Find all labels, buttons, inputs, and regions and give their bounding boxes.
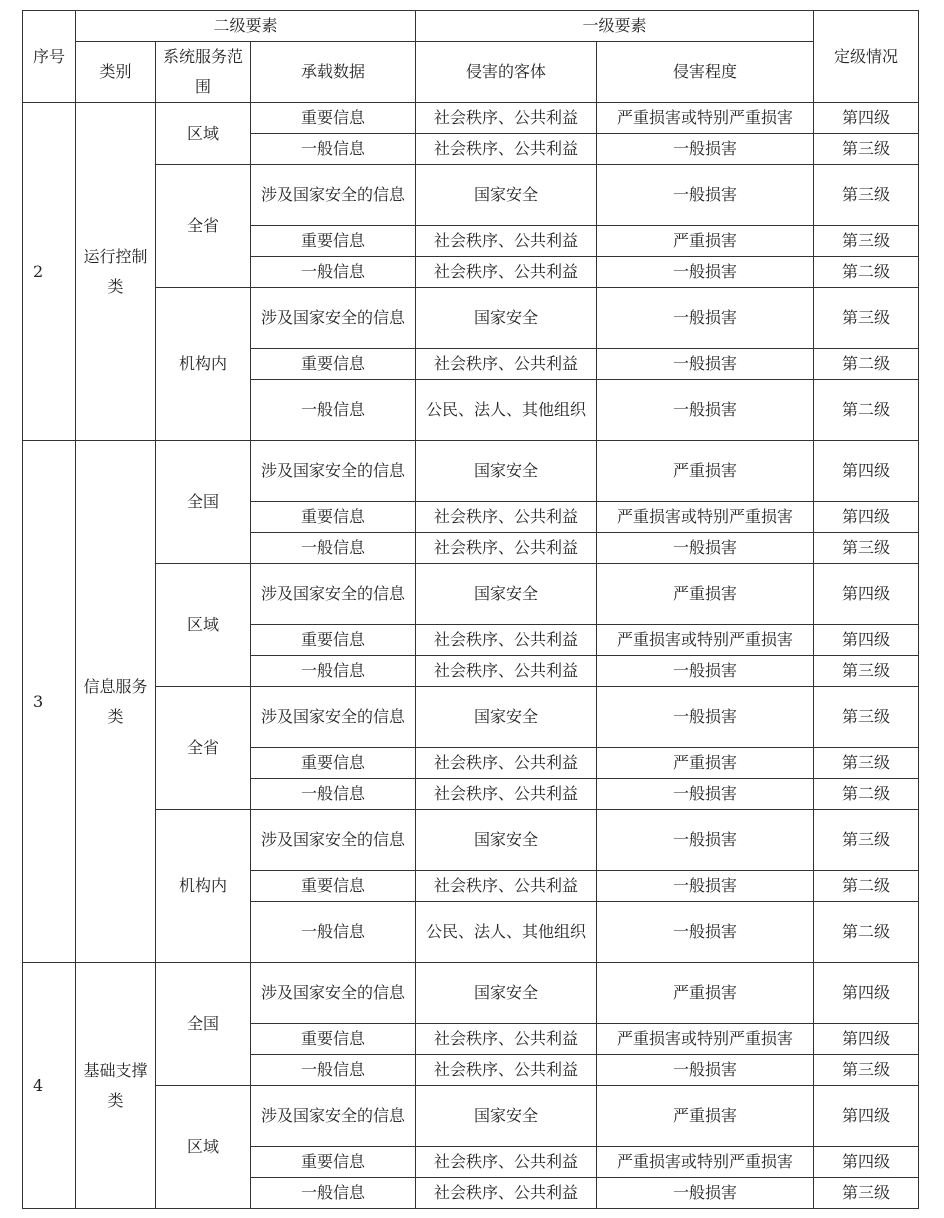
object-cell: 社会秩序、公共利益 <box>416 656 597 687</box>
rating-cell: 第二级 <box>814 779 919 810</box>
object-cell: 社会秩序、公共利益 <box>416 1055 597 1086</box>
data-cell: 重要信息 <box>251 1147 416 1178</box>
scope-cell: 全国 <box>156 963 251 1086</box>
degree-cell: 一般损害 <box>597 779 814 810</box>
degree-cell: 一般损害 <box>597 902 814 963</box>
data-cell: 涉及国家安全的信息 <box>251 687 416 748</box>
object-cell: 社会秩序、公共利益 <box>416 1024 597 1055</box>
table-row <box>23 1086 919 1147</box>
category-cell: 信息服务类 <box>76 441 156 963</box>
object-cell: 国家安全 <box>416 288 597 349</box>
header-rating: 定级情况 <box>814 11 919 103</box>
degree-cell: 一般损害 <box>597 1178 814 1209</box>
rating-cell: 第四级 <box>814 963 919 1024</box>
rating-cell: 第三级 <box>814 1055 919 1086</box>
rating-cell: 第三级 <box>814 1178 919 1209</box>
degree-cell: 一般损害 <box>597 1055 814 1086</box>
rating-cell: 第四级 <box>814 625 919 656</box>
rating-cell: 第四级 <box>814 502 919 533</box>
data-cell: 一般信息 <box>251 533 416 564</box>
rating-cell: 第二级 <box>814 380 919 441</box>
header-level1: 一级要素 <box>416 11 814 42</box>
object-cell: 社会秩序、公共利益 <box>416 748 597 779</box>
scope-cell: 全国 <box>156 441 251 564</box>
object-cell: 国家安全 <box>416 687 597 748</box>
rating-cell: 第三级 <box>814 226 919 257</box>
rating-cell: 第二级 <box>814 871 919 902</box>
header-category: 类别 <box>76 42 156 103</box>
object-cell: 国家安全 <box>416 810 597 871</box>
data-cell: 重要信息 <box>251 103 416 134</box>
rating-cell: 第三级 <box>814 165 919 226</box>
header-object: 侵害的客体 <box>416 42 597 103</box>
object-cell: 国家安全 <box>416 564 597 625</box>
rating-cell: 第四级 <box>814 441 919 502</box>
header-scope: 系统服务范围 <box>156 42 251 103</box>
header-row-top <box>23 11 919 42</box>
object-cell: 国家安全 <box>416 165 597 226</box>
scope-cell: 机构内 <box>156 810 251 963</box>
scope-cell: 区域 <box>156 1086 251 1209</box>
data-cell: 重要信息 <box>251 748 416 779</box>
data-cell: 重要信息 <box>251 349 416 380</box>
seq-cell: 4 <box>23 963 76 1209</box>
rating-cell: 第三级 <box>814 810 919 871</box>
object-cell: 国家安全 <box>416 1086 597 1147</box>
scope-cell: 全省 <box>156 165 251 288</box>
data-cell: 涉及国家安全的信息 <box>251 288 416 349</box>
rating-cell: 第三级 <box>814 748 919 779</box>
scope-cell: 全省 <box>156 687 251 810</box>
table-row <box>23 687 919 748</box>
data-cell: 涉及国家安全的信息 <box>251 165 416 226</box>
object-cell: 公民、法人、其他组织 <box>416 902 597 963</box>
data-cell: 一般信息 <box>251 1055 416 1086</box>
table-row <box>23 103 919 134</box>
degree-cell: 严重损害或特别严重损害 <box>597 1024 814 1055</box>
degree-cell: 一般损害 <box>597 380 814 441</box>
degree-cell: 一般损害 <box>597 349 814 380</box>
seq-cell: 3 <box>23 441 76 963</box>
header-level2: 二级要素 <box>76 11 416 42</box>
table-row <box>23 165 919 226</box>
data-cell: 涉及国家安全的信息 <box>251 810 416 871</box>
header-degree: 侵害程度 <box>597 42 814 103</box>
rating-cell: 第三级 <box>814 134 919 165</box>
degree-cell: 一般损害 <box>597 288 814 349</box>
rating-cell: 第三级 <box>814 533 919 564</box>
rating-cell: 第四级 <box>814 564 919 625</box>
rating-cell: 第四级 <box>814 1024 919 1055</box>
scope-cell: 机构内 <box>156 288 251 441</box>
object-cell: 社会秩序、公共利益 <box>416 1147 597 1178</box>
degree-cell: 一般损害 <box>597 533 814 564</box>
category-cell: 基础支撑类 <box>76 963 156 1209</box>
degree-cell: 一般损害 <box>597 257 814 288</box>
table-row <box>23 963 919 1024</box>
scope-cell: 区域 <box>156 564 251 687</box>
rating-cell: 第二级 <box>814 902 919 963</box>
data-cell: 一般信息 <box>251 656 416 687</box>
data-cell: 重要信息 <box>251 226 416 257</box>
header-seq: 序号 <box>23 11 76 103</box>
classification-table <box>22 10 919 1209</box>
header-row-bottom <box>23 42 919 103</box>
degree-cell: 严重损害 <box>597 564 814 625</box>
seq-cell: 2 <box>23 103 76 441</box>
rating-cell: 第四级 <box>814 1147 919 1178</box>
table-row <box>23 564 919 625</box>
scope-cell: 区域 <box>156 103 251 165</box>
object-cell: 公民、法人、其他组织 <box>416 380 597 441</box>
rating-cell: 第四级 <box>814 1086 919 1147</box>
degree-cell: 严重损害或特别严重损害 <box>597 502 814 533</box>
data-cell: 重要信息 <box>251 1024 416 1055</box>
degree-cell: 一般损害 <box>597 656 814 687</box>
rating-cell: 第三级 <box>814 288 919 349</box>
degree-cell: 一般损害 <box>597 134 814 165</box>
degree-cell: 严重损害或特别严重损害 <box>597 103 814 134</box>
data-cell: 涉及国家安全的信息 <box>251 1086 416 1147</box>
degree-cell: 一般损害 <box>597 871 814 902</box>
object-cell: 社会秩序、公共利益 <box>416 349 597 380</box>
degree-cell: 严重损害 <box>597 226 814 257</box>
data-cell: 一般信息 <box>251 257 416 288</box>
object-cell: 社会秩序、公共利益 <box>416 779 597 810</box>
degree-cell: 一般损害 <box>597 687 814 748</box>
object-cell: 社会秩序、公共利益 <box>416 134 597 165</box>
object-cell: 社会秩序、公共利益 <box>416 103 597 134</box>
rating-cell: 第三级 <box>814 656 919 687</box>
degree-cell: 严重损害或特别严重损害 <box>597 1147 814 1178</box>
degree-cell: 一般损害 <box>597 810 814 871</box>
header-data: 承载数据 <box>251 42 416 103</box>
object-cell: 国家安全 <box>416 963 597 1024</box>
data-cell: 涉及国家安全的信息 <box>251 564 416 625</box>
data-cell: 一般信息 <box>251 902 416 963</box>
object-cell: 社会秩序、公共利益 <box>416 1178 597 1209</box>
data-cell: 重要信息 <box>251 502 416 533</box>
degree-cell: 严重损害或特别严重损害 <box>597 625 814 656</box>
rating-cell: 第二级 <box>814 257 919 288</box>
object-cell: 社会秩序、公共利益 <box>416 257 597 288</box>
degree-cell: 严重损害 <box>597 1086 814 1147</box>
rating-cell: 第二级 <box>814 349 919 380</box>
data-cell: 一般信息 <box>251 380 416 441</box>
degree-cell: 严重损害 <box>597 748 814 779</box>
data-cell: 一般信息 <box>251 134 416 165</box>
degree-cell: 一般损害 <box>597 165 814 226</box>
data-cell: 一般信息 <box>251 1178 416 1209</box>
data-cell: 涉及国家安全的信息 <box>251 963 416 1024</box>
table-row <box>23 810 919 871</box>
rating-cell: 第四级 <box>814 103 919 134</box>
data-cell: 涉及国家安全的信息 <box>251 441 416 502</box>
data-cell: 重要信息 <box>251 625 416 656</box>
object-cell: 社会秩序、公共利益 <box>416 533 597 564</box>
table-row <box>23 288 919 349</box>
object-cell: 社会秩序、公共利益 <box>416 871 597 902</box>
object-cell: 社会秩序、公共利益 <box>416 625 597 656</box>
category-cell: 运行控制类 <box>76 103 156 441</box>
object-cell: 国家安全 <box>416 441 597 502</box>
table-row <box>23 441 919 502</box>
data-cell: 一般信息 <box>251 779 416 810</box>
object-cell: 社会秩序、公共利益 <box>416 226 597 257</box>
data-cell: 重要信息 <box>251 871 416 902</box>
degree-cell: 严重损害 <box>597 963 814 1024</box>
rating-cell: 第三级 <box>814 687 919 748</box>
degree-cell: 严重损害 <box>597 441 814 502</box>
object-cell: 社会秩序、公共利益 <box>416 502 597 533</box>
